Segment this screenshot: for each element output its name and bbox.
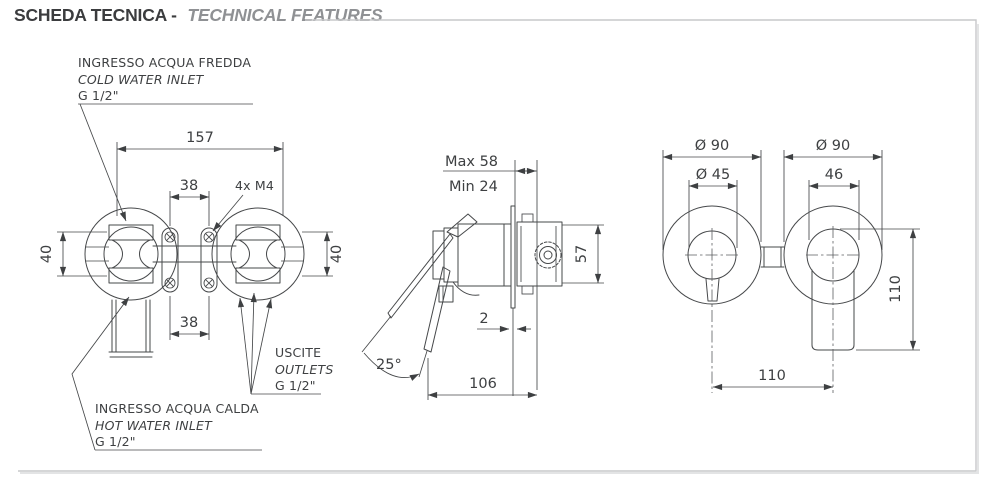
side-view-single-lever <box>362 154 604 400</box>
connecting-pipe-front <box>761 247 784 267</box>
wall-plate <box>511 206 515 308</box>
dim-cartridge-height: 57 <box>574 244 590 264</box>
svg-text:G 1/2": G 1/2" <box>95 434 136 449</box>
label-cold-water-inlet <box>78 55 253 221</box>
svg-text:INGRESSO ACQUA CALDA: INGRESSO ACQUA CALDA <box>95 401 259 416</box>
svg-text:INGRESSO ACQUA FREDDA: INGRESSO ACQUA FREDDA <box>78 55 252 70</box>
title-italian: SCHEDA TECNICA - <box>14 5 177 25</box>
dim-body-height-right: 40 <box>329 244 345 264</box>
svg-text:OUTLETS: OUTLETS <box>275 362 334 377</box>
dim-right-rosette-diameter: Ø 90 <box>815 138 851 154</box>
front-view-two-handle <box>39 55 345 450</box>
dim-center-distance: 110 <box>758 368 786 384</box>
dim-plate-thickness: 2 <box>479 311 489 327</box>
svg-text:USCITE: USCITE <box>275 345 322 360</box>
lever-lowered-position <box>424 267 450 352</box>
right-rosette-inner-circle <box>231 227 285 281</box>
connecting-pipe <box>153 246 236 262</box>
label-screws: 4x M4 <box>235 178 275 193</box>
mixer-body <box>433 214 511 302</box>
right-valve-body <box>236 225 304 283</box>
dim-overall-width: 157 <box>186 130 214 146</box>
dim-handle-height: 110 <box>888 275 904 303</box>
svg-text:HOT WATER INLET: HOT WATER INLET <box>95 418 212 433</box>
svg-text:G 1/2": G 1/2" <box>275 378 316 393</box>
dim-depth-max: Max 58 <box>445 154 499 170</box>
lever-raised-position <box>388 234 453 318</box>
dim-left-rosette-diameter: Ø 90 <box>694 138 730 154</box>
dim-screw-pitch-bottom: 38 <box>179 315 199 331</box>
dim-depth-min: Min 24 <box>449 179 498 195</box>
left-rosette-inner-circle <box>104 227 158 281</box>
cartridge-knob <box>535 242 561 268</box>
label-hot-water-inlet <box>72 297 262 450</box>
left-rosette-circle <box>85 208 177 300</box>
label-outlets <box>240 293 333 394</box>
fixing-screws <box>165 232 214 288</box>
in-wall-housing <box>517 214 562 294</box>
dim-total-depth: 106 <box>469 376 497 392</box>
left-valve-body <box>85 225 153 283</box>
aerator-stub <box>706 279 719 301</box>
dim-lever-angle: 25° <box>376 357 402 373</box>
dim-handle-width: 46 <box>824 167 844 183</box>
inlet-pipe <box>109 300 153 357</box>
dim-body-height-left: 40 <box>39 244 55 264</box>
dim-screw-pitch-top: 38 <box>179 178 199 194</box>
front-view-single-lever <box>663 138 920 393</box>
svg-text:G 1/2": G 1/2" <box>78 88 119 103</box>
svg-text:COLD WATER INLET: COLD WATER INLET <box>78 72 204 87</box>
title-english: TECHNICAL FEATURES <box>187 5 383 25</box>
right-rosette-circle <box>212 208 304 300</box>
dim-left-inner-diameter: Ø 45 <box>695 167 731 183</box>
